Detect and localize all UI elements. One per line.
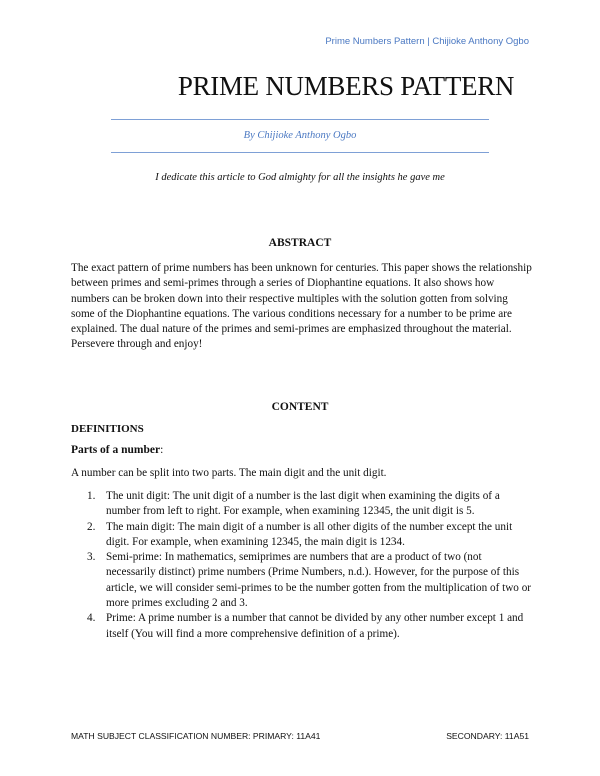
definitions-list bbox=[71, 489, 533, 642]
footer-primary-classification: MATH SUBJECT CLASSIFICATION NUMBER: PRIMARY: 11A41 bbox=[71, 731, 321, 741]
list-item-number: 3. bbox=[87, 551, 96, 564]
list-item-text: The unit digit: The unit digit of a number is the last digit when examining the digits of a number from left to right. For example, when examining 12345, the unit digit is 5. bbox=[106, 490, 500, 518]
list-item bbox=[71, 520, 533, 551]
list-item bbox=[71, 550, 533, 611]
list-item-text: Prime: A prime number is a number that cannot be divided by any other number except 1 and itself (You will find a more comprehensive definition of a prime). bbox=[106, 612, 524, 640]
abstract-body: The exact pattern of prime numbers has been unknown for centuries. This paper shows the relationship between primes and semi-primes through a series of Diophantine equations. It also shows how numbers can be broken down into their respective multiples with the solution gotten from solving some of the Diophantine equations. The various conditions necessary for a number to be prime are explained. The dual nature of the primes and semi-primes are emphasized throughout the material. Persevere through and enjoy! bbox=[71, 262, 532, 351]
parts-intro: A number can be split into two parts. The main digit and the unit digit. bbox=[71, 467, 387, 479]
dedication: I dedicate this article to God almighty for all the insights he gave me bbox=[155, 172, 445, 183]
parts-heading-colon: : bbox=[160, 444, 164, 456]
definitions-heading: DEFINITIONS bbox=[71, 423, 144, 435]
parts-heading bbox=[71, 444, 163, 456]
list-item bbox=[71, 611, 533, 642]
list-item-number: 4. bbox=[87, 612, 96, 625]
running-header: Prime Numbers Pattern | Chijioke Anthony Ogbo bbox=[325, 36, 529, 47]
list-item-text: The main digit: The main digit of a number is all other digits of the number except the unit digit. For example, when examining 12345, the main digit is 1234. bbox=[106, 520, 513, 548]
title-rule-top bbox=[111, 119, 489, 120]
list-item-text: Semi-prime: In mathematics, semiprimes are numbers that are a product of two (not necessarily distinct) prime numbers (Prime Numbers, n.d.). However, for the purpose of this article, we will consider semi-primes to be the number gotten from the multiplication of two or more primes excluding 2 and 3. bbox=[106, 551, 532, 610]
list-item-number: 2. bbox=[87, 520, 96, 533]
author-byline: By Chijioke Anthony Ogbo bbox=[243, 130, 357, 141]
list-item-number: 1. bbox=[87, 490, 96, 502]
list-item bbox=[71, 489, 533, 520]
footer-secondary-classification: SECONDARY: 11A51 bbox=[446, 731, 529, 741]
abstract-heading: ABSTRACT bbox=[268, 237, 332, 249]
title-rule-bottom bbox=[111, 152, 489, 153]
content-heading: CONTENT bbox=[271, 401, 329, 413]
page-title: PRIME NUMBERS PATTERN bbox=[177, 71, 515, 101]
parts-heading-label: Parts of a number bbox=[71, 444, 161, 456]
